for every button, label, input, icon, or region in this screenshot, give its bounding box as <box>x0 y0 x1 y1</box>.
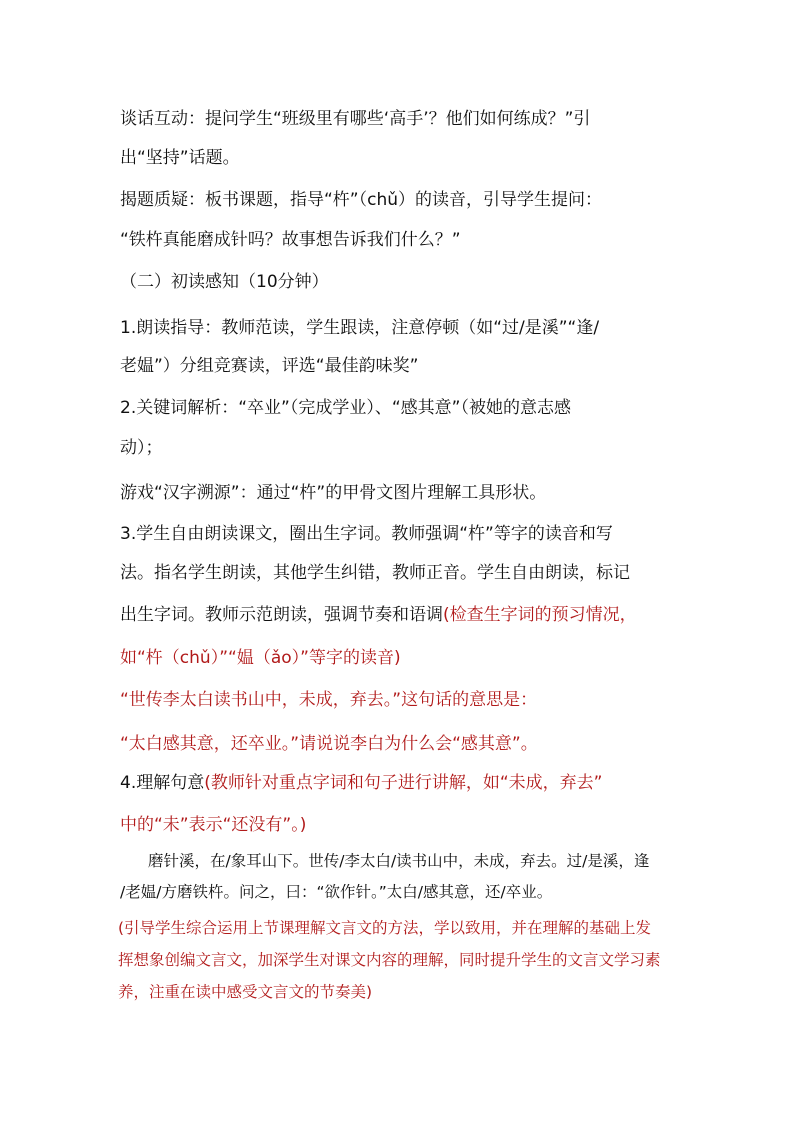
text-line-18: 中的“未”表示“还没有”。) <box>120 815 307 835</box>
text-line-17: 4.理解句意(教师针对重点字词和句子进行讲解，如“未成，弃去” <box>120 773 603 793</box>
classical-text-line-1: 磨针溪，在/象耳山下。世传/李太白/读书山中，未成，弃去。过/是溪，逢 <box>148 852 650 870</box>
text-line-15: “世传李太白读书山中，未成，弃去。”这句话的意思是： <box>120 690 538 710</box>
text-line-17-note: (教师针对重点字词和句子进行讲解，如“未成，弃去” <box>204 773 603 793</box>
text-line-2: 出“坚持”话题。 <box>120 148 240 168</box>
text-line-13: 出生字词。教师示范朗读，强调节奏和语调(检查生字词的预习情况， <box>120 605 637 625</box>
text-line-16: “太白感其意，还卒业。”请说说李白为什么会“感其意”。 <box>120 734 538 754</box>
text-line-7: 老媪”）分组竞赛读，评选“最佳韵味奖” <box>120 356 419 376</box>
note-line-3: 养，注重在读中感受文言文的节奏美) <box>118 983 373 1001</box>
classical-text-line-2: /老媪/方磨铁杵。问之，曰：“欲作针。”太白/感其意，还/卒业。 <box>120 883 553 901</box>
text-line-1: 谈话互动：提问学生“班级里有哪些‘高手’？他们如何练成？”引 <box>120 109 591 129</box>
text-line-12: 法。指名学生朗读，其他学生纠错，教师正音。学生自由朗读，标记 <box>120 563 630 583</box>
text-line-8: 2.关键词解析：“卒业”（完成学业）、“感其意”（被她的意志感 <box>120 398 571 418</box>
text-line-3: 揭题质疑：板书课题，指导“杵”（chǔ）的读音，引导学生提问： <box>120 190 603 210</box>
text-line-4: “铁杵真能磨成针吗？故事想告诉我们什么？” <box>120 230 461 250</box>
text-line-14: 如“杵（chǔ）”“媪（ǎo）”等字的读音) <box>120 648 401 668</box>
text-line-13-note: (检查生字词的预习情况， <box>443 605 637 625</box>
text-line-11: 3.学生自由朗读课文，圈出生字词。教师强调“杵”等字的读音和写 <box>120 524 613 544</box>
note-line-2: 挥想象创编文言文，加深学生对课文内容的理解，同时提升学生的文言文学习素 <box>118 951 661 969</box>
text-line-10: 游戏“汉字溯源”：通过“杵”的甲骨文图片理解工具形状。 <box>120 483 547 503</box>
note-line-1: (引导学生综合运用上节课理解文言文的方法，学以致用，并在理解的基础上发 <box>118 919 652 937</box>
text-line-6: 1.朗读指导：教师范读，学生跟读，注意停顿（如“过/是溪”“逢/ <box>120 318 600 338</box>
section-heading: （二）初读感知（10分钟） <box>120 272 329 292</box>
text-line-9: 动）； <box>120 438 163 458</box>
